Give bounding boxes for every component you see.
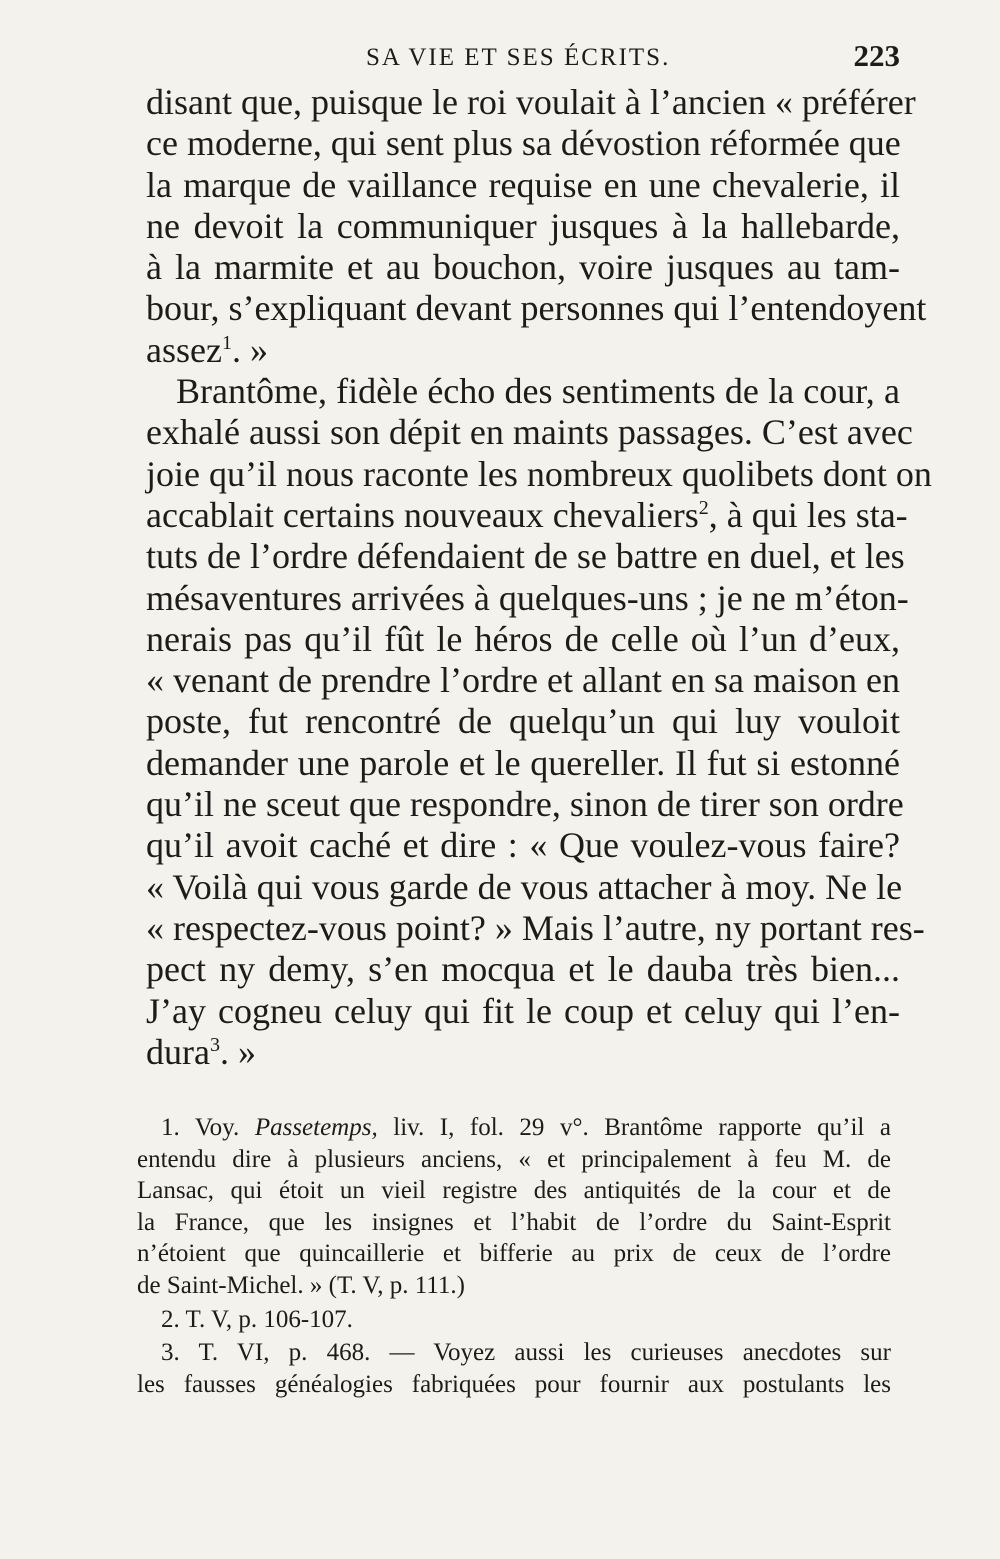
footnote-line: les fausses généalogies fabriquées pour fournir aux postulants les xyxy=(137,1370,891,1398)
footnote-line: n’étoient que quincaillerie et bifferie au prix de ceux de l’ordre xyxy=(137,1240,891,1268)
main-text xyxy=(146,82,932,1073)
text-line xyxy=(146,494,908,536)
text-line: la marque de vaillance requise en une chevalerie, il xyxy=(146,164,900,205)
note-reference: 3 xyxy=(209,1033,220,1056)
text-fragment: assez xyxy=(146,329,222,370)
text-fragment: liv. I, fol. 29 v°. Brantôme rapporte qu’il a xyxy=(393,1114,891,1141)
text-line: poste, fut rencontré de quelqu’un qui luy vouloit xyxy=(146,701,900,742)
text-fragment: 1. Voy. xyxy=(161,1114,240,1141)
footnote-line: Lansac, qui étoit un vieil registre des antiquités de la cour et de xyxy=(137,1177,891,1205)
running-head: SA VIE ET SES ÉCRITS. xyxy=(366,44,671,71)
page-header xyxy=(146,38,900,78)
footnote-line: 2. T. V, p. 106-107. xyxy=(161,1305,353,1333)
text-line: ne devoit la communiquer jusques à la hallebarde, xyxy=(146,205,900,246)
text-fragment: dura xyxy=(146,1031,210,1072)
footnote-line: de Saint-Michel. » (T. V, p. 111.) xyxy=(137,1271,465,1299)
text-line: disant que, puisque le roi voulait à l’ancien « préférer xyxy=(146,82,916,122)
footnote-line: la France, que les insignes et l’habit de l’ordre du Saint-Esprit xyxy=(137,1208,891,1236)
footnote-line: 3. T. VI, p. 468. — Voyez aussi les curieuses anecdotes sur xyxy=(161,1339,891,1367)
text-fragment: , à qui les sta- xyxy=(708,494,908,535)
text-line: ce moderne, qui sent plus sa dévostion réformée que xyxy=(146,123,901,164)
footnotes xyxy=(137,1112,891,1400)
text-line: joie qu’il nous raconte les nombreux quolibets dont on xyxy=(146,453,932,494)
text-line: « Voilà qui vous garde de vous attacher à moy. Ne le xyxy=(146,866,903,907)
text-line: tuts de l’ordre défendaient de se battre en duel, et les xyxy=(146,536,905,577)
footnote-line xyxy=(137,1112,891,1144)
note-reference: 2 xyxy=(698,496,709,519)
text-fragment: . » xyxy=(231,329,268,370)
footnote-line: entendu dire à plusieurs anciens, « et principalement à feu M. de xyxy=(137,1145,891,1173)
book-title: Passetemps, xyxy=(254,1114,378,1141)
text-line: nerais pas qu’il fût le héros de celle où l’un d’eux, xyxy=(146,618,900,659)
text-line: pect ny demy, s’en mocqua et le dauba très bien... xyxy=(146,949,900,990)
text-line: Brantôme, fidèle écho des sentiments de la cour, a xyxy=(176,371,900,412)
text-fragment: accablait certains nouveaux chevaliers xyxy=(146,494,699,535)
text-line: « venant de prendre l’ordre et allant en sa maison en xyxy=(146,660,900,701)
text-line xyxy=(146,330,900,371)
text-line: mésaventures arrivées à quelques-uns ; je ne m’éton- xyxy=(146,577,909,618)
text-line: qu’il ne sceut que respondre, sinon de tirer son ordre xyxy=(146,784,904,825)
text-line: exhalé aussi son dépit en maints passages. C’est avec xyxy=(146,412,913,453)
text-line: demander une parole et le quereller. Il fut si estonné xyxy=(146,742,900,783)
note-reference: 1 xyxy=(221,331,232,354)
text-fragment: . » xyxy=(219,1031,256,1072)
page-number: 223 xyxy=(853,38,900,73)
text-line: J’ay cogneu celuy qui fit le coup et celuy qui l’en- xyxy=(146,990,900,1031)
text-line: « respectez-vous point? » Mais l’autre, ny portant res- xyxy=(146,907,925,948)
text-line: bour, s’expliquant devant personnes qui l’entendoyent xyxy=(146,288,927,329)
text-line: à la marmite et au bouchon, voire jusques au tam- xyxy=(146,247,900,288)
text-line: qu’il avoit caché et dire : « Que voulez-vous faire? xyxy=(146,825,900,866)
text-line xyxy=(146,1032,900,1073)
